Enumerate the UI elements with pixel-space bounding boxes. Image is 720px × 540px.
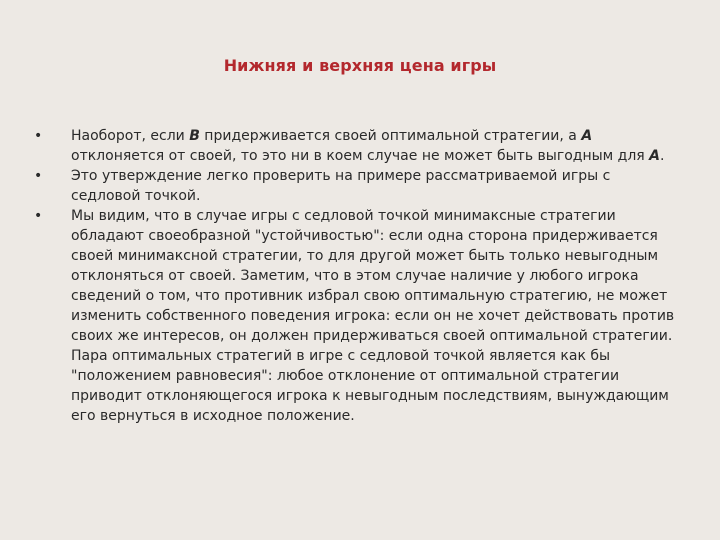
bullet-text-run: Это утверждение легко проверить на примере рассматриваемой игры с седловой точкой. xyxy=(71,168,611,204)
bullet-marker: • xyxy=(34,168,43,184)
slide-title: Нижняя и верхняя цена игры xyxy=(223,56,497,75)
bullet-text-run: Мы видим, что в случае игры с седловой точкой минимаксные стратегии обладают своеобразной "устойчивостью": если одна сторона придерживается своей минимаксной стратегии, то для другой может быть только невыгодным отклоняться от своей. Заметим, что в этом случае наличие у любого игрока сведений о том, что противник избрал свою оптимальную стратегию, не может изменить собственного поведения игрока: если он не хочет действовать против своих же интересов, он должен придерживаться своей оптимальной стратегии. Пара оптимальных стратегий в игре с седловой точкой является как бы "положением равновесия": любое отклонение от оптимальной стратегии приводит отклоняющегося игрока к невыгодным последствиям, вынуждающим его вернуться в исходное положение. xyxy=(71,208,675,424)
bullet-item xyxy=(34,126,684,166)
bullet-list xyxy=(34,126,684,426)
bullet-text-run: придерживается своей оптимальной стратегии, а xyxy=(199,128,582,144)
bullet-text-run: . xyxy=(660,148,665,164)
bullet-item xyxy=(34,206,684,426)
bullet-text xyxy=(71,168,610,204)
bullet-text-run: Наоборот, если xyxy=(71,128,190,144)
bullet-marker: • xyxy=(34,208,43,224)
bullet-emphasis: A xyxy=(581,128,593,144)
bullet-text-run: отклоняется от своей, то это ни в коем случае не может быть выгодным для xyxy=(71,148,650,164)
bullet-text xyxy=(71,128,664,164)
bullet-marker: • xyxy=(34,128,43,144)
bullet-item xyxy=(34,166,684,206)
bullet-emphasis: B xyxy=(189,128,200,144)
bullet-text xyxy=(71,208,674,424)
bullet-emphasis: А xyxy=(649,148,661,164)
